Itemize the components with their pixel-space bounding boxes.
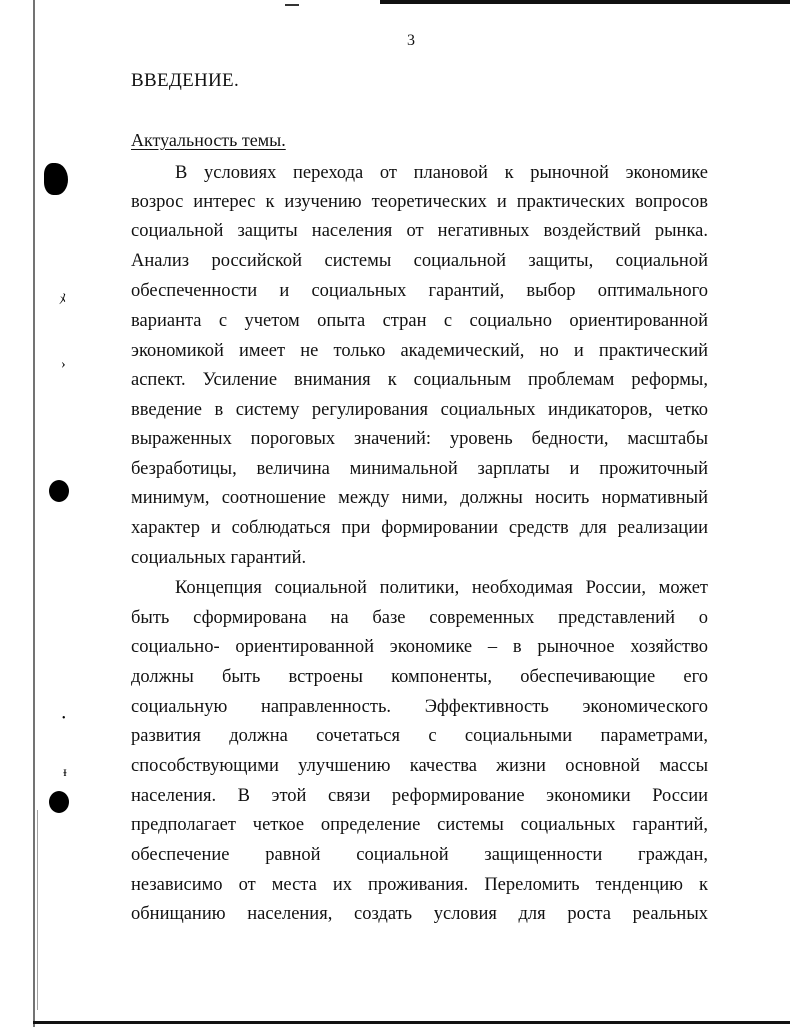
text-line: минимум, соотношение между ними, должны носить нормативный [131,488,708,508]
text-line: аспект. Усиление внимания к социальным проблемам реформы, [131,370,708,390]
scan-speck-1: ﾒ [59,293,66,308]
scan-speck-4: ᵻ [63,765,67,780]
text-line: предполагает четкое определение системы социальных гарантий, [131,815,708,835]
text-line: социальную направленность. Эффективность экономического [131,697,708,717]
scan-bottom-rule [33,1021,790,1024]
scan-left-edge [33,0,35,1027]
text-line: социальных гарантий. [131,548,307,568]
text-line: характер и соблюдаться при формировании средств для реализации [131,518,708,538]
text-line: быть сформирована на базе современных представлений о [131,608,708,628]
binding-hole-3 [49,791,69,813]
text-line: обнищанию населения, создать условия для роста реальных [131,904,708,924]
scan-top-rule [380,0,790,4]
page-number: 3 [407,32,415,49]
scan-top-mark [285,4,299,6]
text-line: возрос интерес к изучению теоретических и практических вопросов [131,192,708,212]
scan-speck-2: › [61,357,66,372]
text-line: экономикой имеет не только академический, но и практический [131,341,708,361]
text-line: способствующими улучшению качества жизни основной массы [131,756,708,776]
text-line: социальной защиты населения от негативных воздействий рынка. [131,221,708,241]
text-line: Концепция социальной политики, необходимая России, может [175,578,708,598]
text-line: В условиях перехода от плановой к рыночной экономике [175,163,708,183]
text-line: выраженных пороговых значений: уровень бедности, масштабы [131,429,708,449]
text-line: введение в систему регулирования социальных индикаторов, четко [131,400,708,420]
text-line: обеспечение равной социальной защищенности граждан, [131,845,708,865]
text-line: варианта с учетом опыта стран с социально ориентированной [131,311,708,331]
text-line: развития должна сочетаться с социальными параметрами, [131,726,708,746]
text-line: Анализ российской системы социальной защиты, социальной [131,251,708,271]
binding-hole-1 [44,163,68,195]
page-heading: ВВЕДЕНИЕ. [131,70,240,91]
text-line: социально- ориентированной экономике – в рыночное хозяйство [131,637,708,657]
text-line: независимо от места их проживания. Переломить тенденцию к [131,875,708,895]
text-line: должны быть встроены компоненты, обеспечивающие его [131,667,708,687]
text-line: населения. В этой связи реформирование экономики России [131,786,708,806]
binding-hole-2 [49,480,69,502]
text-line: обеспеченности и социальных гарантий, выбор оптимального [131,281,708,301]
section-subheading: Актуальность темы. [131,130,286,150]
text-line: безработицы, величина минимальной зарплаты и прожиточный [131,459,708,479]
scan-speck-3: • [62,713,66,724]
scan-left-edge-secondary [37,810,38,1010]
